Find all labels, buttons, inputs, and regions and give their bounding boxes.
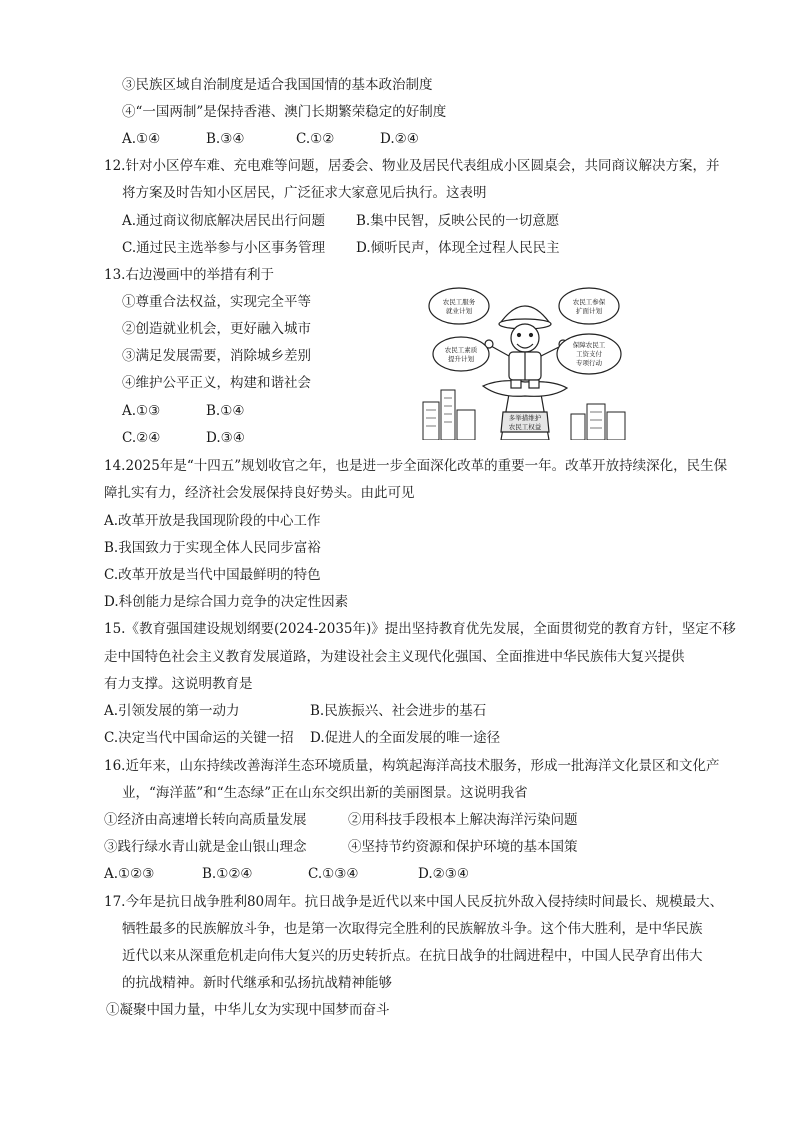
q13-stem: 13.右边漫画中的举措有利于 xyxy=(104,267,274,283)
q13-option-1: ①尊重合法权益，实现完全平等 xyxy=(122,294,311,310)
q13-option-3: ③满足发展需要，消除城乡差别 xyxy=(122,348,311,364)
q11-choice-d: D.②④ xyxy=(380,131,419,147)
q16-stem-line2: 业，“海洋蓝”和“生态绿”正在山东交织出新的美丽图景。这说明我省 xyxy=(122,785,528,801)
bubble-mr-line2: 工资支付 xyxy=(576,350,602,358)
q15-stem-line1: 15.《教育强国建设规划纲要(2024-2035年)》提出坚持教育优先发展，全面贯彻党的教育方针，坚定不移 xyxy=(104,621,736,637)
q14-stem-line2: 障扎实有力，经济社会发展保持良好势头。由此可见 xyxy=(104,485,415,501)
supporting-hand xyxy=(483,381,567,397)
q12-choice-a: A.通过商议彻底解决居民出行问题 xyxy=(122,213,326,229)
q14-stem-line1: 14.2025年是“十四五”规划收官之年，也是进一步全面深化改革的重要一年。改革开放持续深化，民生保 xyxy=(104,458,728,474)
pedestal-label-line2: 农民工权益 xyxy=(508,423,542,431)
bubble-mid-left xyxy=(433,337,489,371)
q15-choice-b: B.民族振兴、社会进步的基石 xyxy=(310,703,487,719)
q16-option-4: ④坚持节约资源和保护环境的基本国策 xyxy=(348,839,578,855)
q17-option-1: ①凝聚中国力量，中华儿女为实现中国梦而奋斗 xyxy=(106,1002,390,1018)
q15-choice-c: C.决定当代中国命运的关键一招 xyxy=(104,730,294,746)
bubble-ml-line1: 农民工素质 xyxy=(444,346,478,354)
q13-choice-d: D.③④ xyxy=(206,430,245,446)
bubble-top-right xyxy=(559,288,619,324)
q15-choice-d: D.促进人的全面发展的唯一途径 xyxy=(310,730,501,746)
migrant-worker-cartoon xyxy=(421,282,628,440)
q14-choice-d: D.科创能力是综合国力竞争的决定性因素 xyxy=(104,594,349,610)
bubble-ml-line2: 提升计划 xyxy=(448,355,474,363)
q16-choice-c: C.①③④ xyxy=(308,866,359,882)
q11-option-3: ③民族区域自治制度是适合我国国情的基本政治制度 xyxy=(122,77,433,93)
q11-choice-c: C.①② xyxy=(296,131,335,147)
q16-option-2: ②用科技手段根本上解决海洋污染问题 xyxy=(348,812,578,828)
q12-choice-d: D.倾听民声，体现全过程人民民主 xyxy=(356,240,560,256)
q12-stem-line1: 12.针对小区停车难、充电难等问题，居委会、物业及居民代表组成小区圆桌会，共同商议解决方案，并 xyxy=(104,158,720,174)
q13-choice-b: B.①④ xyxy=(206,403,245,419)
q15-choice-a: A.引领发展的第一动力 xyxy=(104,703,240,719)
q17-stem-line4: 的抗战精神。新时代继承和弘扬抗战精神能够 xyxy=(122,975,392,991)
pedestal-label-line1: 多举措维护 xyxy=(508,414,542,422)
q12-choice-b: B.集中民智，反映公民的一切意愿 xyxy=(356,213,560,229)
q12-choice-c: C.通过民主选举参与小区事务管理 xyxy=(122,240,326,256)
q14-choice-b: B.我国致力于实现全体人民同步富裕 xyxy=(104,540,321,556)
q17-stem-line3: 近代以来从深重危机走向伟大复兴的历史转折点。在抗日战争的壮阔进程中，中国人民孕育出伟大 xyxy=(122,948,703,964)
q16-choice-b: B.①②④ xyxy=(202,866,253,882)
bubble-tr-line2: 扩面计划 xyxy=(576,307,602,315)
q16-choice-a: A.①②③ xyxy=(104,866,155,882)
q13-choice-c: C.②④ xyxy=(122,430,161,446)
q14-choice-c: C.改革开放是当代中国最鲜明的特色 xyxy=(104,567,321,583)
q16-stem-line1: 16.近年来，山东持续改善海洋生态环境质量，构筑起海洋高技术服务，形成一批海洋文化景区和文化产 xyxy=(104,758,720,774)
q17-stem-line2: 牺牲最多的民族解放斗争，也是第一次取得完全胜利的民族解放斗争。这个伟大胜利，是中华民族 xyxy=(122,921,703,937)
q11-option-4: ④“一国两制”是保持香港、澳门长期繁荣稳定的好制度 xyxy=(122,104,447,120)
bubble-mr-line1: 保障农民工 xyxy=(572,341,606,349)
q13-option-4: ④维护公平正义，构建和谐社会 xyxy=(122,375,311,391)
q13-option-2: ②创造就业机会，更好融入城市 xyxy=(122,321,311,337)
bubble-tl-line2: 就业计划 xyxy=(446,307,472,315)
bubble-tr-line1: 农民工参保 xyxy=(572,298,606,306)
q16-option-1: ①经济由高速增长转向高质量发展 xyxy=(104,812,307,828)
q15-stem-line3: 有力支撑。这说明教育是 xyxy=(104,676,253,692)
q14-choice-a: A.改革开放是我国现阶段的中心工作 xyxy=(104,513,321,529)
bubble-top-left xyxy=(429,288,489,324)
q16-option-3: ③践行绿水青山就是金山银山理念 xyxy=(104,839,307,855)
q11-choice-a: A.①④ xyxy=(122,131,161,147)
q13-choice-a: A.①③ xyxy=(122,403,161,419)
bubble-mr-line3: 专项行动 xyxy=(576,359,602,367)
q16-choice-d: D.②③④ xyxy=(418,866,469,882)
q12-stem-line2: 将方案及时告知小区居民，广泛征求大家意见后执行。这表明 xyxy=(122,185,487,201)
q17-stem-line1: 17.今年是抗日战争胜利80周年。抗日战争是近代以来中国人民反抗外敌入侵持续时间最长、规模最大、 xyxy=(104,894,724,910)
q15-stem-line2: 走中国特色社会主义教育发展道路，为建设社会主义现代化强国、全面推进中华民族伟大复兴提供 xyxy=(104,649,685,665)
worker-figure xyxy=(485,306,567,388)
bubble-tl-line1: 农民工服务 xyxy=(442,298,476,306)
q11-choice-b: B.③④ xyxy=(206,131,245,147)
